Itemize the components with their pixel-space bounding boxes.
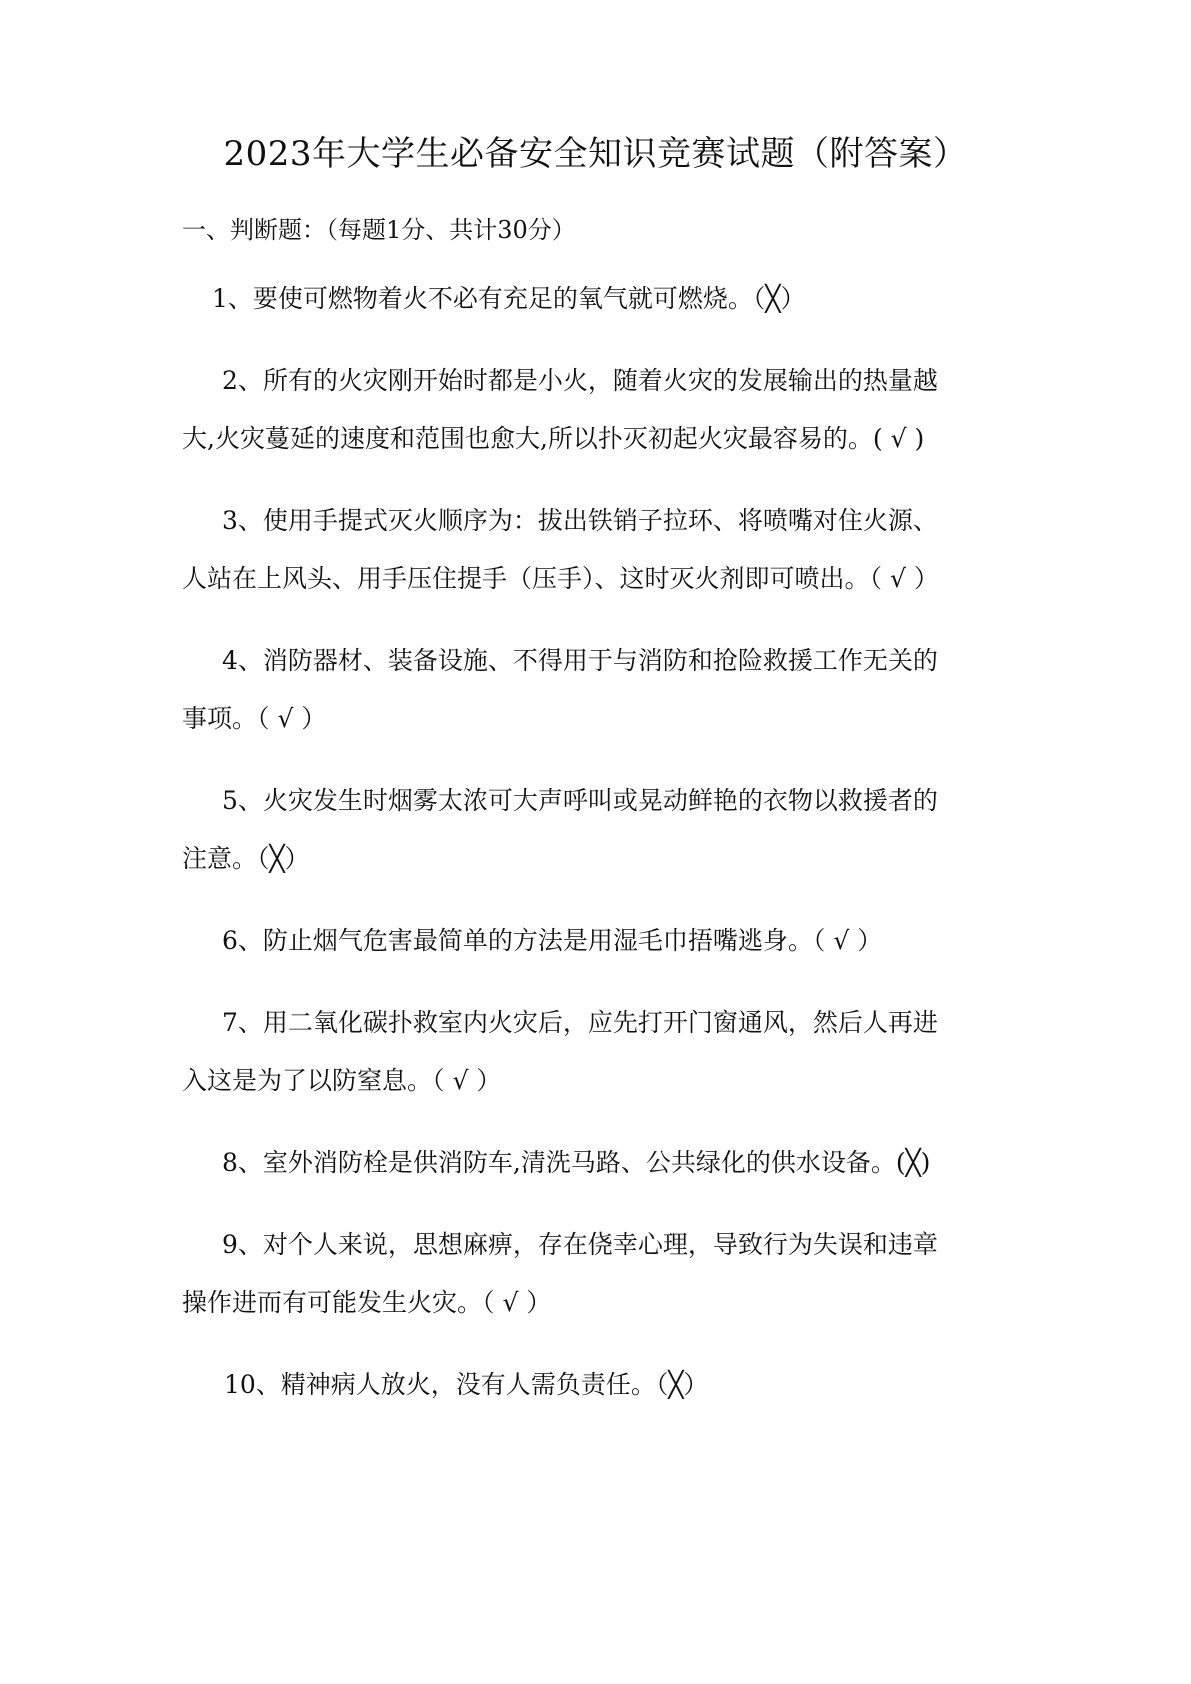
question-4-line-2: 事项。（ √ ） <box>182 704 327 733</box>
question-3-line-2: 人站在上风头、用手压住提手（压手）、这时灭火剂即可喷出。（ √ ） <box>182 564 939 593</box>
question-4-line-1: 4、消防器材、装备设施、不得用于与消防和抢险救援工作无关的 <box>222 646 938 675</box>
question-9-line-2: 操作进而有可能发生火灾。（ √ ） <box>182 1288 552 1317</box>
question-7-line-1: 7、用二氧化碳扑救室内火灾后，应先打开门窗通风，然后人再进 <box>222 1008 938 1037</box>
question-5-line-2: 注意。（╳） <box>182 844 310 873</box>
question-8-line-1: 8、室外消防栓是供消防车,清洗马路、公共绿化的供水设备。(╳) <box>222 1148 931 1177</box>
question-9-line-1: 9、对个人来说，思想麻痹，存在侥幸心理，导致行为失误和违章 <box>222 1230 938 1259</box>
question-2-line-2: 大,火灾蔓延的速度和范围也愈大,所以扑灭初起火灾最容易的。( √ ) <box>182 424 925 453</box>
question-1-line-1: 1、要使可燃物着火不必有充足的氧气就可燃烧。（╳） <box>212 284 806 313</box>
question-10-line-1: 10、精神病人放火，没有人需负责任。（╳） <box>224 1370 709 1399</box>
question-5-line-1: 5、火灾发生时烟雾太浓可大声呼叫或晃动鲜艳的衣物以救援者的 <box>222 786 938 815</box>
question-3-line-1: 3、使用手提式灭火顺序为：拔出铁销子拉环、将喷嘴对住火源、 <box>222 506 938 535</box>
question-6-line-1: 6、防止烟气危害最简单的方法是用湿毛巾捂嘴逃身。（ √ ） <box>222 926 883 955</box>
question-7-line-2: 入这是为了以防窒息。（ √ ） <box>182 1066 502 1095</box>
question-2-line-1: 2、所有的火灾刚开始时都是小火，随着火灾的发展输出的热量越 <box>222 366 938 395</box>
section-heading-true-false: 一、判断题：（每题1分、共计30分） <box>182 216 576 244</box>
document-title: 2023年大学生必备安全知识竞赛试题（附答案） <box>223 134 968 174</box>
